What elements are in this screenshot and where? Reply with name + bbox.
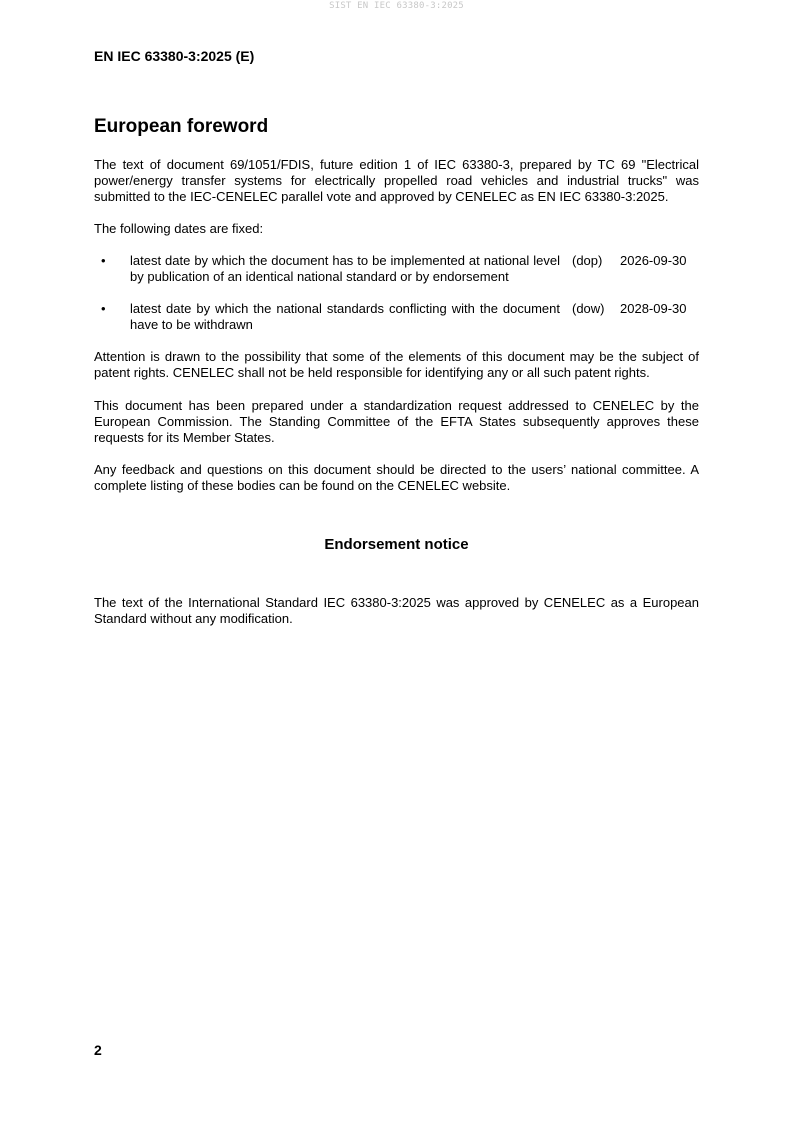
date-item-value: 2028-09-30: [620, 301, 687, 316]
document-identifier: EN IEC 63380-3:2025 (E): [94, 48, 255, 64]
page-number: 2: [94, 1042, 102, 1058]
date-item-abbreviation: (dop): [572, 253, 603, 268]
date-item-dop: [94, 253, 699, 287]
standardization-request-paragraph: This document has been prepared under a standardization request addressed to CENELEC by the European Commission. The Standing Committee of the EFTA States subsequently approves these requests for its Member States.: [94, 398, 699, 445]
feedback-paragraph: Any feedback and questions on this document should be directed to the users’ national committee. A complete listing of these bodies can be found on the CENELEC website.: [94, 462, 699, 493]
foreword-intro-paragraph: The text of document 69/1051/FDIS, future edition 1 of IEC 63380-3, prepared by TC 69 "Electrical power/energy transfer systems for electrically propelled road vehicles and industrial trucks" was submitted to the IEC-CENELEC parallel vote and approved by CENELEC as EN IEC 63380-3:2025.: [94, 157, 699, 204]
date-item-value: 2026-09-30: [620, 253, 687, 268]
watermark: SIST EN IEC 63380-3:2025: [329, 1, 464, 11]
foreword-title: European foreword: [94, 116, 269, 137]
date-item-abbreviation: (dow): [572, 301, 605, 316]
dates-intro-paragraph: The following dates are fixed:: [94, 221, 264, 236]
date-item-description: latest date by which the national standards conflicting with the document have to be withdrawn: [130, 301, 560, 332]
endorsement-paragraph: The text of the International Standard IEC 63380-3:2025 was approved by CENELEC as a European Standard without any modification.: [94, 595, 699, 626]
bullet-icon: •: [101, 301, 106, 316]
date-item-description: latest date by which the document has to be implemented at national level by publication of an identical national standard or by endorsement: [130, 253, 560, 284]
bullet-icon: •: [101, 253, 106, 268]
patent-notice-paragraph: Attention is drawn to the possibility that some of the elements of this document may be the subject of patent rights. CENELEC shall not be held responsible for identifying any or all such patent rights.: [94, 349, 699, 380]
date-item-dow: [94, 301, 699, 335]
endorsement-title: Endorsement notice: [324, 536, 469, 553]
